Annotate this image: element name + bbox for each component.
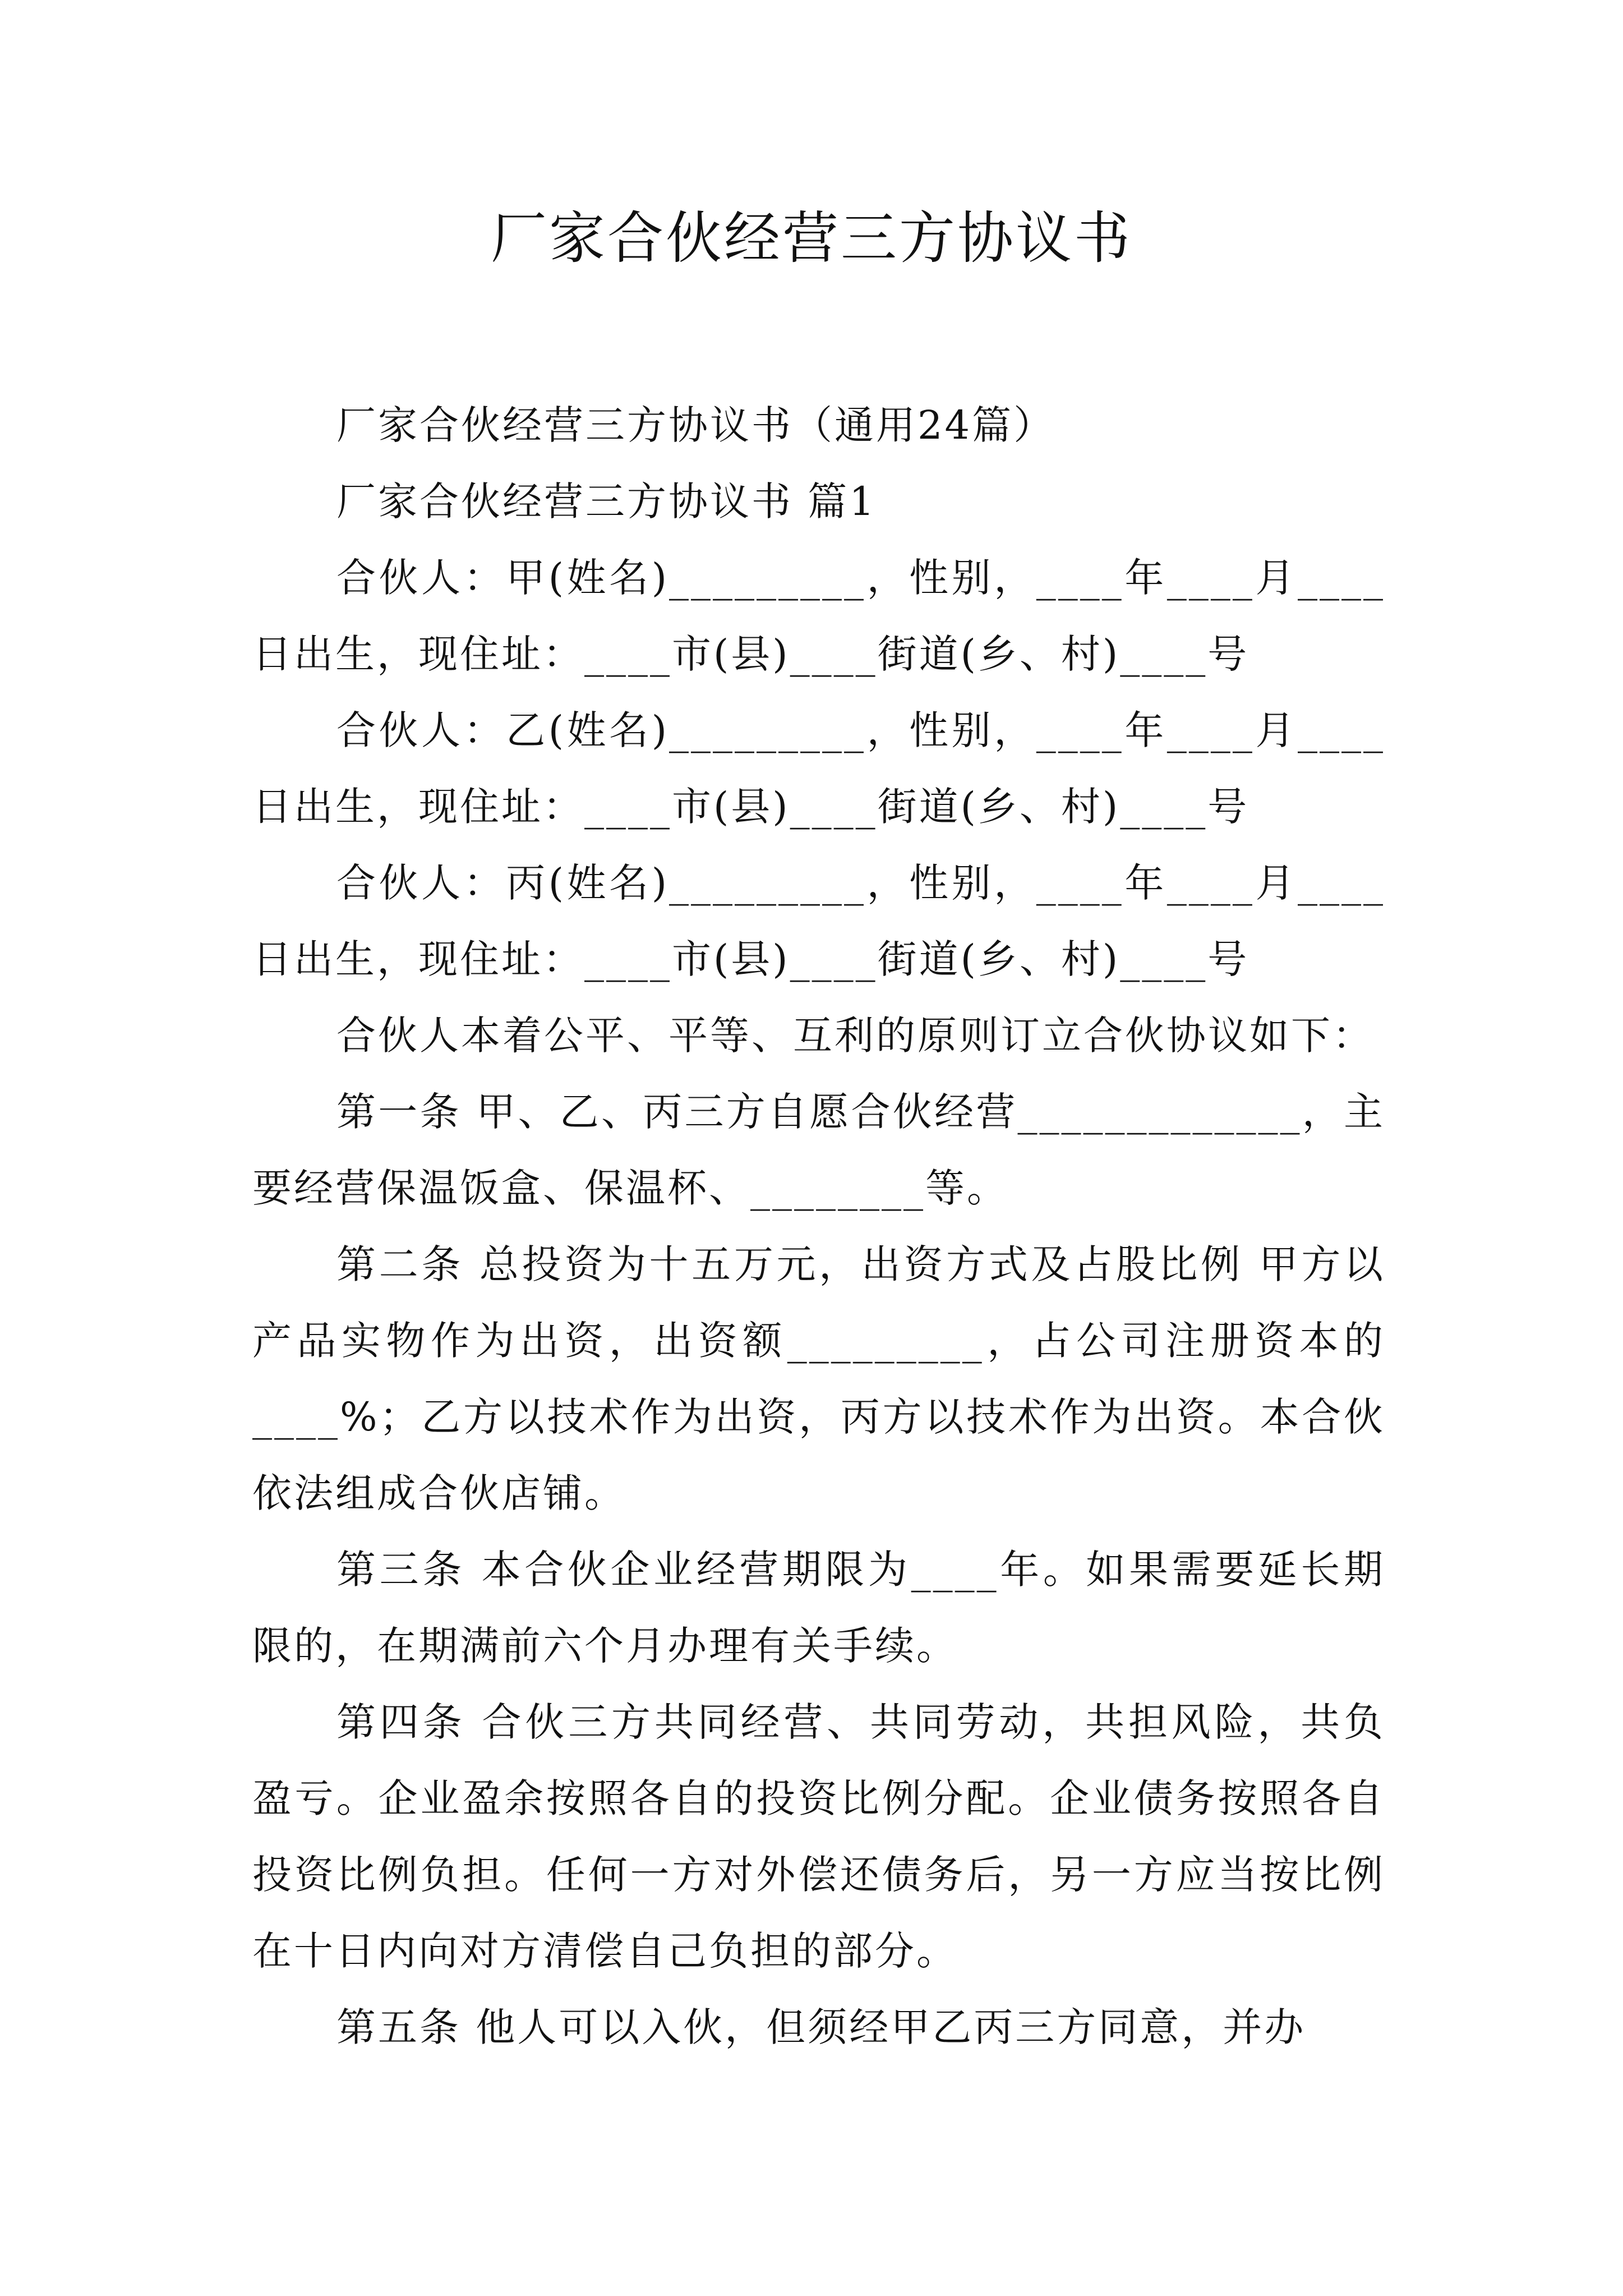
partner-b-paragraph: 合伙人：乙(姓名)_________，性别，____年____月____日出生，现住址：____市(县)____街道(乡、村)____号 bbox=[252, 707, 1385, 830]
section-heading: 厂家合伙经营三方协议书 篇1 bbox=[336, 478, 877, 524]
subtitle-paragraph: 厂家合伙经营三方协议书（通用24篇） bbox=[336, 402, 1055, 448]
article-4-paragraph: 第四条 合伙三方共同经营、共同劳动，共担风险，共负盈亏。企业盈余按照各自的投资比例分配。企业债务按照各自投资比例负担。任何一方对外偿还债务后，另一方应当按比例在十日内向对方清偿自己负担的部分。 bbox=[252, 1699, 1385, 1974]
partner-a-paragraph: 合伙人：甲(姓名)_________，性别，____年____月____日出生，现住址：____市(县)____街道(乡、村)____号 bbox=[252, 555, 1385, 677]
article-2-paragraph: 第二条 总投资为十五万元，出资方式及占股比例 甲方以产品实物作为出资，出资额_________，占公司注册资本的____%；乙方以技术作为出资，丙方以技术作为出资。本合伙依法组成合伙店铺。 bbox=[252, 1241, 1385, 1516]
article-5-paragraph: 第五条 他人可以入伙，但须经甲乙丙三方同意，并办 bbox=[336, 2004, 1306, 2050]
article-3-paragraph: 第三条 本合伙企业经营期限为____年。如果需要延长期限的，在期满前六个月办理有关手续。 bbox=[252, 1547, 1385, 1669]
document-title: 厂家合伙经营三方协议书 bbox=[491, 205, 1132, 271]
article-1-paragraph: 第一条 甲、乙、丙三方自愿合伙经营_____________，主要经营保温饭盒、保温杯、________等。 bbox=[252, 1089, 1385, 1211]
partner-c-paragraph: 合伙人：丙(姓名)_________，性别，____年____月____日出生，现住址：____市(县)____街道(乡、村)____号 bbox=[252, 860, 1385, 982]
document-body bbox=[252, 387, 1385, 2065]
preamble-paragraph: 合伙人本着公平、平等、互利的原则订立合伙协议如下： bbox=[336, 1013, 1374, 1059]
